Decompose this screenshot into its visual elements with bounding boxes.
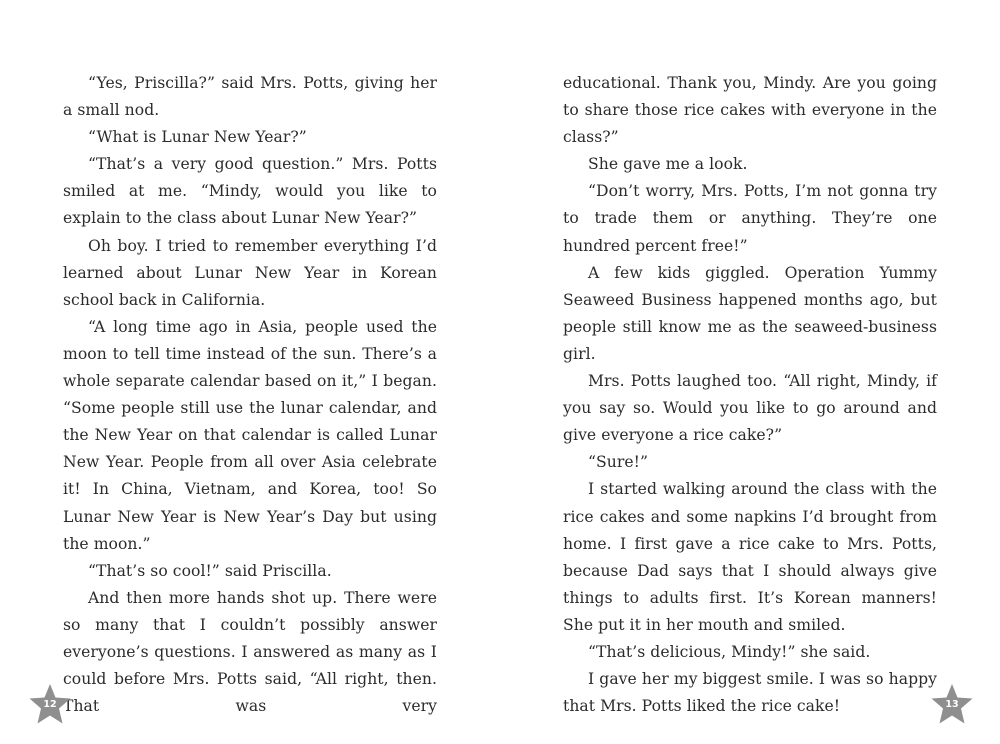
paragraph: “That’s a very good question.” Mrs. Potts smiled at me. “Mindy, would you like to explain to the class about Lunar New Year?” xyxy=(63,155,437,228)
paragraph: And then more hands shot up. There were so many that I couldn’t possibly answer everyone’s questions. I answered as many as I could before Mrs. Potts said, “All right, then. That was very xyxy=(63,588,437,716)
paragraph: “Sure!” xyxy=(588,453,648,472)
paragraph: “Yes, Priscilla?” said Mrs. Potts, giving her a small nod. xyxy=(63,74,437,120)
paragraph: “A long time ago in Asia, people used the moon to tell time instead of the sun. There’s a whole separate calendar based on it,” I began. “Some people still use the lunar calendar, and the New Year on that calendar is called Lunar New Year. People from all over Asia celebrate it! In China, Vietnam, and Korea, too! So Lunar New Year is New Year’s Day but using the moon.” xyxy=(63,317,437,553)
page-number-badge-left xyxy=(27,682,73,726)
paragraph: A few kids giggled. Operation Yummy Seaweed Business happened months ago, but people still know me as the seaweed-business girl. xyxy=(563,263,937,363)
paragraph: “That’s so cool!” said Priscilla. xyxy=(88,561,332,580)
page-number: 12 xyxy=(43,699,57,710)
paragraph: She gave me a look. xyxy=(588,155,748,174)
paragraph: Oh boy. I tried to remember everything I’d learned about Lunar New Year in Korean school back in California. xyxy=(63,236,437,309)
paragraph: “Don’t worry, Mrs. Potts, I’m not gonna try to trade them or anything. They’re one hundred percent free!” xyxy=(563,182,937,255)
right-page xyxy=(563,70,937,720)
paragraph: “That’s delicious, Mindy!” she said. xyxy=(588,642,871,661)
paragraph: I gave her my biggest smile. I was so happy that Mrs. Potts liked the rice cake! xyxy=(563,670,937,716)
continued-paragraph: educational. Thank you, Mindy. Are you going to share those rice cakes with everyone in the class?” xyxy=(563,74,937,147)
paragraph: Mrs. Potts laughed too. “All right, Mindy, if you say so. Would you like to go around and give everyone a rice cake?” xyxy=(563,372,937,445)
paragraph: “What is Lunar New Year?” xyxy=(88,128,307,147)
page-number: 13 xyxy=(945,699,959,710)
paragraph: I started walking around the class with the rice cakes and some napkins I’d brought from home. I first gave a rice cake to Mrs. Potts, because Dad says that I should always give things to adults first. It’s Korean manners! She put it in her mouth and smiled. xyxy=(563,480,937,634)
left-page xyxy=(63,70,437,720)
page-number-badge-right xyxy=(929,682,975,726)
